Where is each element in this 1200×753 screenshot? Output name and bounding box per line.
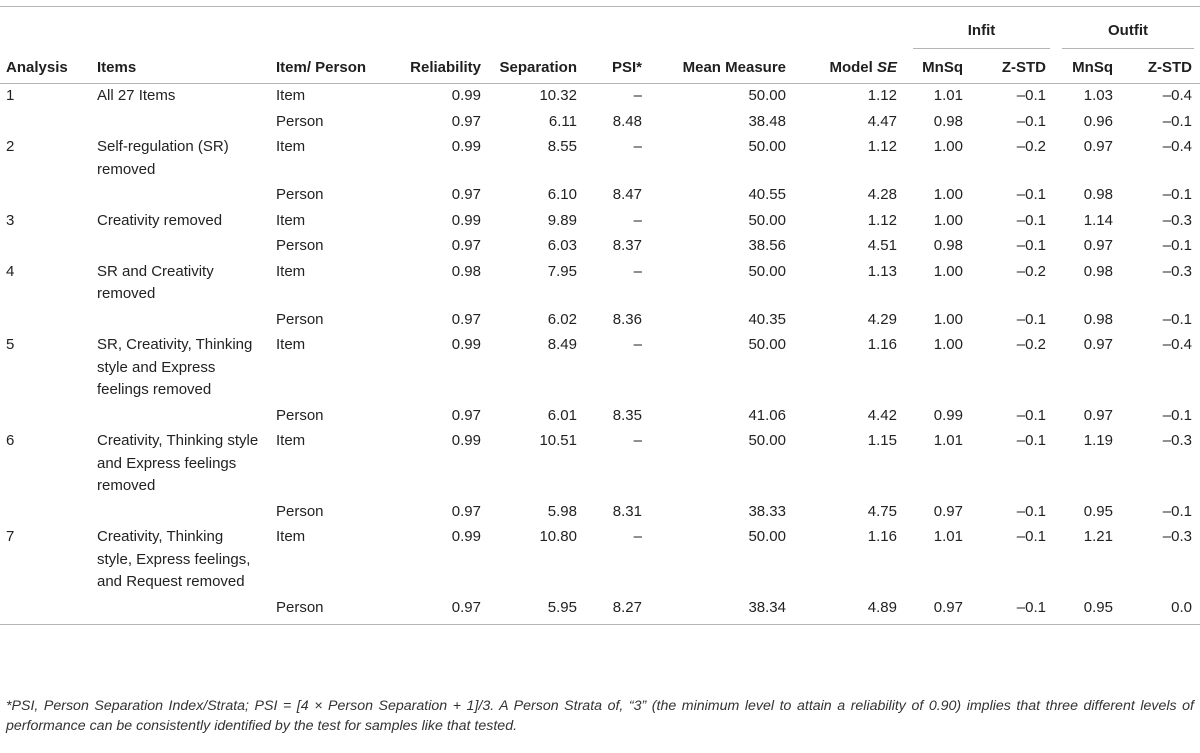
items-cell bbox=[91, 596, 270, 625]
infit-zstd-cell: –0.2 bbox=[1016, 138, 1046, 155]
analysis-number-cell bbox=[0, 308, 91, 334]
items-cell: Creativity, Thinking style and Express feelings removed bbox=[97, 432, 259, 494]
analysis-number-cell bbox=[0, 183, 91, 209]
table-body bbox=[0, 84, 1200, 625]
separation-cell: 6.01 bbox=[547, 406, 577, 424]
model-se-cell: 4.28 bbox=[867, 186, 897, 203]
infit-zstd-cell: –0.1 bbox=[1016, 528, 1046, 545]
items-cell: SR and Creativity removed bbox=[97, 262, 214, 302]
psi-cell: 8.35 bbox=[612, 406, 642, 424]
separation-cell: 9.89 bbox=[547, 211, 577, 229]
table-footnote: *PSI, Person Separation Index/Strata; PSI = [4 × Person Separation + 1]/3. A Person Strata of, “3” (the minimum level to attain a reliability of 0.90) implies that three different levels of performance can be consistently identified by the test for samples like that tested. bbox=[6, 698, 1194, 734]
item-person-cell: Item bbox=[276, 211, 306, 229]
infit-mnsq-cell: 1.00 bbox=[933, 310, 963, 328]
analysis-number-cell: 7 bbox=[6, 528, 15, 545]
table-row bbox=[0, 308, 1200, 334]
separation-cell: 10.80 bbox=[539, 528, 577, 545]
separation-cell: 10.51 bbox=[539, 432, 577, 449]
psi-cell: 8.48 bbox=[612, 112, 642, 130]
table-row bbox=[0, 596, 1200, 625]
model-se-cell: 1.12 bbox=[867, 138, 897, 155]
mean-measure-cell: 50.00 bbox=[748, 262, 786, 280]
infit-zstd-cell: –0.1 bbox=[1016, 310, 1046, 328]
model-se-cell: 4.75 bbox=[867, 502, 897, 520]
mean-measure-cell: 38.48 bbox=[748, 112, 786, 130]
items-cell bbox=[91, 500, 270, 526]
psi-cell: 8.37 bbox=[612, 237, 642, 254]
outfit-zstd-cell: –0.1 bbox=[1162, 237, 1192, 254]
outfit-mnsq-cell: 0.97 bbox=[1083, 336, 1113, 353]
separation-cell: 8.49 bbox=[547, 336, 577, 353]
analysis-number-cell bbox=[0, 110, 91, 136]
separation-cell: 6.02 bbox=[547, 310, 577, 328]
col-outfit-mnsq: MnSq bbox=[1056, 53, 1123, 84]
model-se-cell: 4.51 bbox=[867, 237, 897, 254]
mean-measure-cell: 50.00 bbox=[748, 211, 786, 229]
analysis-number-cell: 1 bbox=[6, 87, 15, 104]
outfit-zstd-cell: –0.1 bbox=[1162, 186, 1192, 203]
infit-group-header: Infit bbox=[907, 7, 1056, 53]
model-se-cell: 1.13 bbox=[867, 262, 897, 280]
analysis-number-cell: 3 bbox=[6, 211, 15, 229]
model-se-cell: 1.15 bbox=[867, 432, 897, 449]
column-header-row bbox=[0, 53, 1200, 84]
col-reliability: Reliability bbox=[384, 53, 491, 84]
infit-mnsq-cell: 1.01 bbox=[933, 87, 963, 104]
outfit-mnsq-cell: 1.14 bbox=[1083, 211, 1113, 229]
psi-cell: 8.36 bbox=[612, 310, 642, 328]
infit-zstd-cell: –0.1 bbox=[1016, 186, 1046, 203]
analysis-number-cell: 2 bbox=[6, 138, 15, 155]
outfit-zstd-cell: –0.4 bbox=[1162, 138, 1192, 155]
table-row bbox=[0, 84, 1200, 110]
outfit-mnsq-cell: 0.96 bbox=[1083, 112, 1113, 130]
col-separation: Separation bbox=[491, 53, 587, 84]
reliability-cell: 0.97 bbox=[451, 112, 481, 130]
separation-cell: 6.10 bbox=[547, 186, 577, 203]
infit-mnsq-cell: 1.01 bbox=[933, 432, 963, 449]
analysis-number-cell bbox=[0, 234, 91, 260]
outfit-zstd-cell: –0.4 bbox=[1162, 87, 1192, 104]
infit-zstd-cell: –0.1 bbox=[973, 596, 1056, 625]
col-items: Items bbox=[91, 53, 270, 84]
infit-mnsq-cell: 0.98 bbox=[933, 237, 963, 254]
infit-zstd-cell: –0.1 bbox=[1016, 112, 1046, 130]
model-se-cell: 1.12 bbox=[867, 211, 897, 229]
model-se-cell: 1.16 bbox=[867, 336, 897, 353]
group-header-row bbox=[0, 7, 1200, 53]
rasch-statistics-table bbox=[0, 6, 1200, 625]
outfit-mnsq-cell: 0.97 bbox=[1083, 406, 1113, 424]
mean-measure-cell: 40.35 bbox=[748, 310, 786, 328]
reliability-cell: 0.97 bbox=[451, 502, 481, 520]
infit-zstd-cell: –0.1 bbox=[1016, 237, 1046, 254]
model-se-cell: 4.89 bbox=[796, 596, 907, 625]
outfit-mnsq-cell: 0.98 bbox=[1083, 262, 1113, 280]
psi-cell: 8.47 bbox=[612, 186, 642, 203]
outfit-zstd-cell: –0.3 bbox=[1162, 211, 1192, 229]
reliability-cell: 0.97 bbox=[451, 406, 481, 424]
analysis-number-cell bbox=[0, 500, 91, 526]
table-row bbox=[0, 429, 1200, 500]
item-person-cell: Item bbox=[276, 87, 306, 104]
infit-mnsq-cell: 1.00 bbox=[933, 138, 963, 155]
outfit-zstd-cell: –0.1 bbox=[1162, 502, 1192, 520]
reliability-cell: 0.97 bbox=[451, 237, 481, 254]
psi-cell: – bbox=[633, 336, 642, 353]
item-person-cell: Person bbox=[276, 502, 324, 520]
model-se-cell: 1.12 bbox=[867, 87, 897, 104]
infit-zstd-cell: –0.2 bbox=[1016, 262, 1046, 280]
mean-measure-cell: 38.33 bbox=[748, 502, 786, 520]
model-se-cell: 4.47 bbox=[867, 112, 897, 130]
reliability-cell: 0.99 bbox=[451, 336, 481, 353]
item-person-cell: Person bbox=[270, 596, 384, 625]
mean-measure-cell: 50.00 bbox=[748, 138, 786, 155]
col-infit-zstd: Z-STD bbox=[973, 53, 1056, 84]
outfit-zstd-cell: –0.3 bbox=[1162, 262, 1192, 280]
analysis-number-cell bbox=[0, 596, 91, 625]
items-cell bbox=[91, 110, 270, 136]
reliability-cell: 0.99 bbox=[451, 87, 481, 104]
outfit-zstd-cell: 0.0 bbox=[1123, 596, 1200, 625]
item-person-cell: Item bbox=[276, 336, 306, 353]
analysis-number-cell bbox=[0, 404, 91, 430]
separation-cell: 5.95 bbox=[491, 596, 587, 625]
col-psi: PSI* bbox=[587, 53, 652, 84]
infit-mnsq-cell: 0.97 bbox=[933, 502, 963, 520]
item-person-cell: Person bbox=[276, 186, 324, 203]
infit-zstd-cell: –0.1 bbox=[1016, 502, 1046, 520]
table-row bbox=[0, 183, 1200, 209]
psi-cell: – bbox=[633, 211, 642, 229]
item-person-cell: Person bbox=[276, 310, 324, 328]
infit-zstd-cell: –0.1 bbox=[1016, 406, 1046, 424]
outfit-zstd-cell: –0.4 bbox=[1162, 336, 1192, 353]
outfit-mnsq-cell: 0.97 bbox=[1083, 237, 1113, 254]
item-person-cell: Item bbox=[276, 432, 306, 449]
reliability-cell: 0.99 bbox=[451, 432, 481, 449]
col-analysis: Analysis bbox=[0, 53, 91, 84]
items-cell: Creativity, Thinking style, Express feelings, and Request removed bbox=[97, 528, 251, 590]
mean-measure-cell: 38.56 bbox=[748, 237, 786, 254]
analysis-number-cell: 5 bbox=[6, 336, 15, 353]
item-person-cell: Person bbox=[276, 406, 324, 424]
items-cell: Creativity removed bbox=[97, 211, 223, 229]
items-cell bbox=[91, 404, 270, 430]
items-cell bbox=[91, 308, 270, 334]
item-person-cell: Person bbox=[276, 112, 324, 130]
separation-cell: 10.32 bbox=[539, 87, 577, 104]
outfit-mnsq-cell: 0.95 bbox=[1056, 596, 1123, 625]
outfit-mnsq-cell: 0.98 bbox=[1083, 186, 1113, 203]
reliability-cell: 0.97 bbox=[451, 310, 481, 328]
outfit-zstd-cell: –0.3 bbox=[1162, 528, 1192, 545]
mean-measure-cell: 40.55 bbox=[748, 186, 786, 203]
infit-mnsq-cell: 0.99 bbox=[933, 406, 963, 424]
item-person-cell: Item bbox=[276, 528, 306, 545]
col-model-se: Model SE bbox=[796, 53, 907, 84]
item-person-cell: Item bbox=[276, 138, 306, 155]
item-person-cell: Item bbox=[276, 262, 306, 280]
model-se-cell: 4.29 bbox=[867, 310, 897, 328]
model-se-cell: 1.16 bbox=[867, 528, 897, 545]
infit-mnsq-cell: 1.00 bbox=[933, 211, 963, 229]
separation-cell: 6.11 bbox=[548, 112, 577, 130]
col-outfit-zstd: Z-STD bbox=[1123, 53, 1200, 84]
outfit-mnsq-cell: 0.98 bbox=[1083, 310, 1113, 328]
table-row bbox=[0, 234, 1200, 260]
reliability-cell: 0.99 bbox=[451, 528, 481, 545]
outfit-zstd-cell: –0.1 bbox=[1162, 310, 1192, 328]
col-item-person: Item/ Person bbox=[270, 53, 384, 84]
separation-cell: 6.03 bbox=[547, 237, 577, 254]
psi-cell: – bbox=[633, 87, 642, 104]
outfit-mnsq-cell: 1.21 bbox=[1083, 528, 1113, 545]
items-cell: SR, Creativity, Thinking style and Express feelings removed bbox=[97, 336, 253, 398]
infit-zstd-cell: –0.1 bbox=[1016, 432, 1046, 449]
mean-measure-cell: 38.34 bbox=[652, 596, 796, 625]
separation-cell: 8.55 bbox=[547, 138, 577, 155]
items-cell bbox=[91, 234, 270, 260]
outfit-mnsq-cell: 1.19 bbox=[1083, 432, 1113, 449]
mean-measure-cell: 50.00 bbox=[748, 528, 786, 545]
psi-cell: – bbox=[633, 262, 642, 280]
infit-zstd-cell: –0.1 bbox=[1016, 87, 1046, 104]
outfit-mnsq-cell: 1.03 bbox=[1083, 87, 1113, 104]
col-mean-measure: Mean Measure bbox=[652, 53, 796, 84]
items-cell: All 27 Items bbox=[97, 87, 176, 104]
table-row bbox=[0, 110, 1200, 136]
table-row bbox=[0, 135, 1200, 183]
infit-mnsq-cell: 1.00 bbox=[933, 336, 963, 353]
reliability-cell: 0.97 bbox=[451, 186, 481, 203]
items-cell bbox=[91, 183, 270, 209]
psi-cell: – bbox=[633, 528, 642, 545]
col-infit-mnsq: MnSq bbox=[907, 53, 973, 84]
mean-measure-cell: 50.00 bbox=[748, 87, 786, 104]
outfit-mnsq-cell: 0.95 bbox=[1083, 502, 1113, 520]
infit-mnsq-cell: 0.98 bbox=[933, 112, 963, 130]
infit-mnsq-cell: 0.97 bbox=[907, 596, 973, 625]
infit-zstd-cell: –0.2 bbox=[1016, 336, 1046, 353]
infit-mnsq-cell: 1.00 bbox=[933, 186, 963, 203]
mean-measure-cell: 41.06 bbox=[748, 406, 786, 424]
infit-mnsq-cell: 1.00 bbox=[933, 262, 963, 280]
outfit-zstd-cell: –0.3 bbox=[1162, 432, 1192, 449]
analysis-number-cell: 4 bbox=[6, 262, 15, 280]
item-person-cell: Person bbox=[276, 237, 324, 254]
outfit-group-header: Outfit bbox=[1056, 7, 1200, 53]
analysis-number-cell: 6 bbox=[6, 432, 15, 449]
psi-cell: – bbox=[633, 138, 642, 155]
reliability-cell: 0.98 bbox=[451, 262, 481, 280]
reliability-cell: 0.97 bbox=[384, 596, 491, 625]
table-row bbox=[0, 500, 1200, 526]
reliability-cell: 0.99 bbox=[451, 211, 481, 229]
table-row bbox=[0, 333, 1200, 404]
table-row bbox=[0, 209, 1200, 235]
infit-mnsq-cell: 1.01 bbox=[933, 528, 963, 545]
table-row bbox=[0, 404, 1200, 430]
outfit-zstd-cell: –0.1 bbox=[1162, 406, 1192, 424]
model-se-cell: 4.42 bbox=[867, 406, 897, 424]
outfit-mnsq-cell: 0.97 bbox=[1083, 138, 1113, 155]
psi-cell: – bbox=[633, 432, 642, 449]
separation-cell: 5.98 bbox=[547, 502, 577, 520]
separation-cell: 7.95 bbox=[547, 262, 577, 280]
table-header bbox=[0, 7, 1200, 84]
infit-zstd-cell: –0.1 bbox=[1016, 211, 1046, 229]
items-cell: Self-regulation (SR) removed bbox=[97, 138, 229, 178]
outfit-zstd-cell: –0.1 bbox=[1162, 112, 1192, 130]
psi-cell: 8.27 bbox=[587, 596, 652, 625]
mean-measure-cell: 50.00 bbox=[748, 336, 786, 353]
reliability-cell: 0.99 bbox=[451, 138, 481, 155]
mean-measure-cell: 50.00 bbox=[748, 432, 786, 449]
psi-cell: 8.31 bbox=[612, 502, 642, 520]
table-row bbox=[0, 260, 1200, 308]
table-row bbox=[0, 525, 1200, 596]
